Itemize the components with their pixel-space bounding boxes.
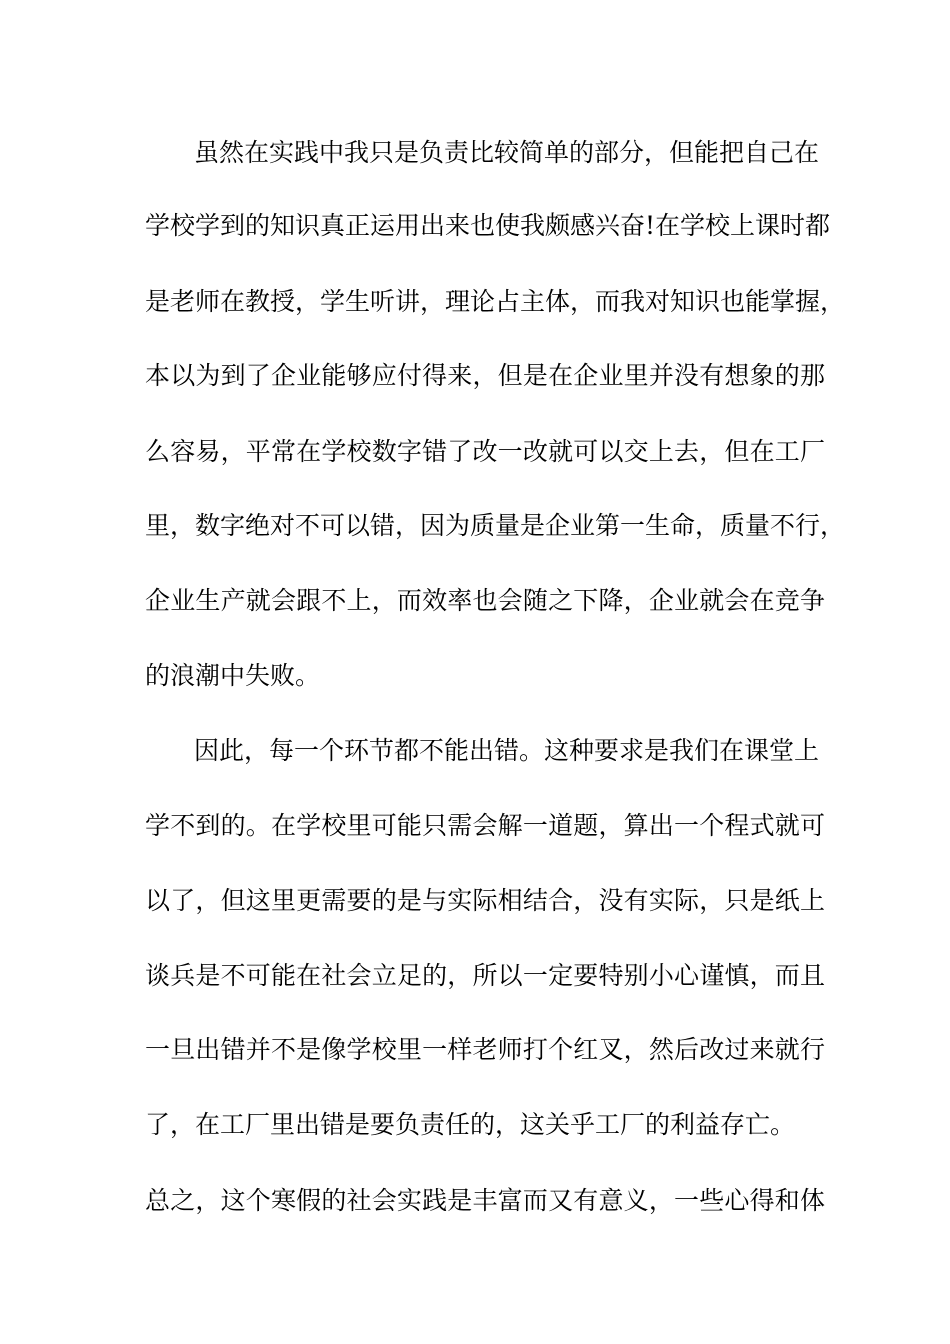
paragraph-2-line-1: 因此，每一个环节都不能出错。这种要求是我们在课堂上	[194, 736, 820, 765]
paragraph-2-line-3: 以了，但这里更需要的是与实际相结合，没有实际，只是纸上	[145, 886, 825, 915]
paragraph-1-line-5: 么容易，平常在学校数字错了改一改就可以交上去，但在工厂	[145, 437, 825, 466]
paragraph-1-line-6: 里，数字绝对不可以错，因为质量是企业第一生命，质量不行，	[145, 511, 846, 540]
paragraph-2-line-2: 学不到的。在学校里可能只需会解一道题，算出一个程式就可	[145, 811, 825, 840]
paragraph-1-line-2: 学校学到的知识真正运用出来也使我颇感兴奋!在学校上课时都	[145, 211, 831, 240]
paragraph-1-line-1: 虽然在实践中我只是负责比较简单的部分，但能把自己在	[194, 138, 820, 167]
paragraph-1-line-3: 是老师在教授，学生听讲，理论占主体，而我对知识也能掌握，	[145, 287, 846, 316]
paragraph-2-line-5: 一旦出错并不是像学校里一样老师打个红叉，然后改过来就行	[145, 1035, 825, 1064]
paragraph-1-line-4: 本以为到了企业能够应付得来，但是在企业里并没有想象的那	[145, 361, 825, 390]
paragraph-1-line-7: 企业生产就会跟不上，而效率也会随之下降，企业就会在竞争	[145, 586, 825, 615]
paragraph-3-line-1: 总之，这个寒假的社会实践是丰富而又有意义，一些心得和体	[145, 1186, 825, 1215]
paragraph-2-line-6: 了，在工厂里出错是要负责任的，这关乎工厂的利益存亡。	[145, 1110, 796, 1139]
paragraph-2-line-4: 谈兵是不可能在社会立足的，所以一定要特别小心谨慎，而且	[145, 961, 825, 990]
paragraph-1-line-8: 的浪潮中失败。	[145, 661, 321, 690]
